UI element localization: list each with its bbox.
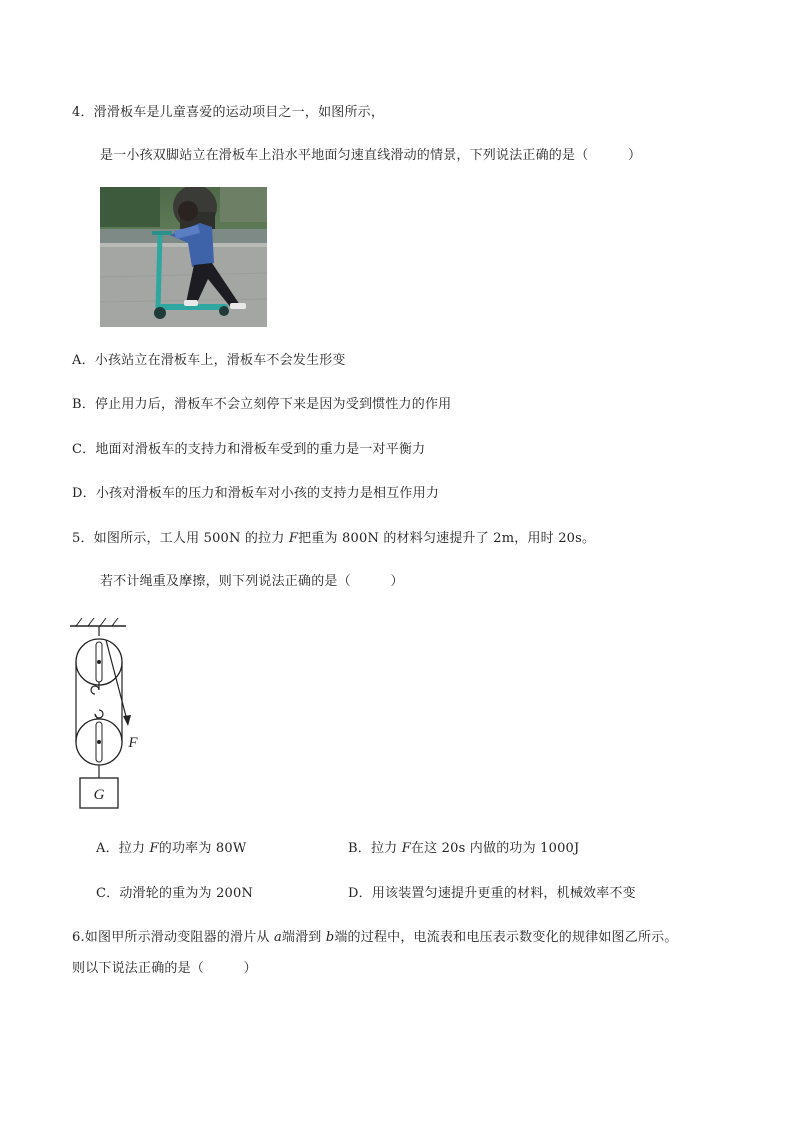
q5-stem-var-f: F (288, 531, 299, 546)
q5-option-a-var: F (149, 841, 159, 856)
q5-option-b-suffix: 在这 20s 内做的功为 1000J (410, 841, 580, 856)
q6-stem-line1-mid: 端滑到 (281, 930, 326, 945)
q6-stem-line1 (72, 929, 678, 947)
q5-stem-line1-suffix: 把重为 800N 的材料匀速提升了 2m，用时 20s。 (298, 531, 596, 546)
scooter-photo (100, 187, 267, 327)
q4-option-a: A．小孩站立在滑板车上，滑板车不会发生形变 (72, 353, 346, 368)
q5-option-b-var: F (401, 841, 411, 856)
q4-option-b: B．停止用力后，滑板车不会立刻停下来是因为受到惯性力的作用 (72, 397, 452, 412)
q5-option-a (96, 840, 246, 858)
block-label-g: G (93, 787, 105, 803)
q5-option-d: D．用该装置匀速提升更重的材料，机械效率不变 (348, 886, 636, 901)
q6-stem-var-b: b (325, 930, 335, 945)
q4-stem-line2: 是一小孩双脚站立在滑板车上沿水平地面匀速直线滑动的情景，下列说法正确的是（ ） (100, 148, 642, 163)
scooter-photo-illustration (100, 187, 267, 327)
q5-option-a-prefix: A．拉力 (96, 841, 150, 856)
q6-stem-line1-suffix: 端的过程中，电流表和电压表示数变化的规律如图乙所示。 (334, 930, 678, 945)
q4-option-d: D．小孩对滑板车的压力和滑板车对小孩的支持力是相互作用力 (72, 486, 440, 501)
q6-stem-line2: 则以下说法正确的是（ ） (72, 961, 257, 976)
q6-stem-line1-prefix: 6.如图甲所示滑动变阻器的滑片从 (72, 930, 274, 945)
q4-option-c: C．地面对滑板车的支持力和滑板车受到的重力是一对平衡力 (72, 442, 426, 457)
q5-stem-line2: 若不计绳重及摩擦，则下列说法正确的是（ ） (100, 574, 404, 589)
q4-stem-line1: 4．滑滑板车是儿童喜爱的运动项目之一，如图所示， (72, 105, 385, 120)
pulley-diagram-svg (66, 614, 138, 814)
force-label-f: F (128, 735, 138, 751)
q6-stem-var-a: a (273, 930, 282, 945)
q5-option-b (348, 840, 579, 858)
q5-stem-line1-prefix: 5．如图所示，工人用 500N 的拉力 (72, 531, 289, 546)
pulley-diagram (66, 614, 138, 814)
q5-option-b-prefix: B．拉力 (348, 841, 402, 856)
q5-stem-line1 (72, 530, 595, 548)
q5-option-a-suffix: 的功率为 80W (158, 841, 247, 856)
q5-option-c: C．动滑轮的重为为 200N (96, 886, 254, 901)
